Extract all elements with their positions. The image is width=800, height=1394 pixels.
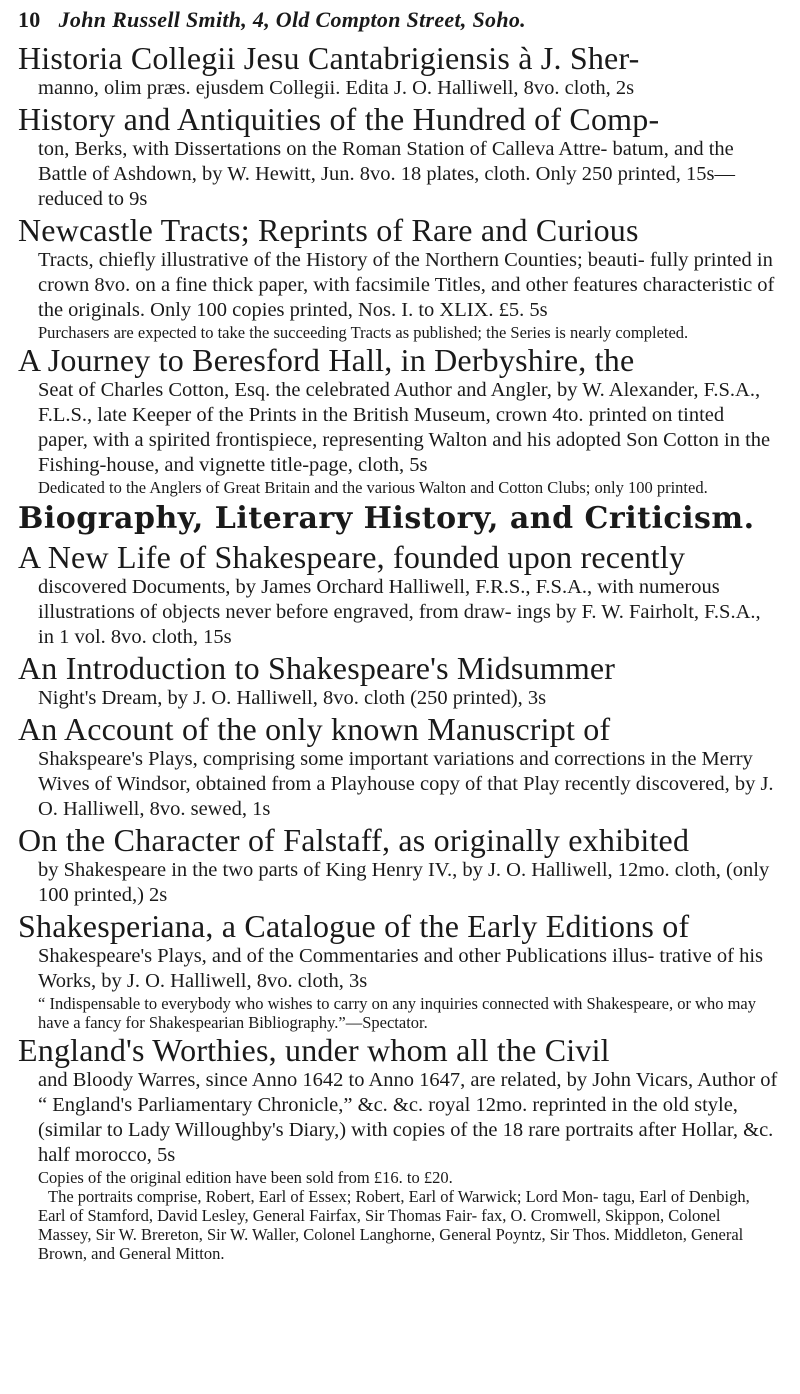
entry-body: and Bloody Warres, since Anno 1642 to Anno 1647, are related, by John Vicars, Author of “ England's Parliamentary Chronicle,” &c. &c. royal 12mo. reprinted in the old style, (similar to Lady Willoughby's Diary,) with copies of the 18 rare portraits after Hollar, &c. half morocco, 5s [38, 1069, 778, 1166]
entry-newcastle-tracts [18, 212, 778, 342]
entry-body: ton, Berks, with Dissertations on the Roman Station of Calleva Attre- batum, and the Battle of Ashdown, by W. Hewitt, Jun. 8vo. 18 plates, cloth. Only 250 printed, 15s—reduced to 9s [38, 138, 735, 210]
entry-note: Dedicated to the Anglers of Great Britain and the various Walton and Cotton Clubs; only 100 printed. [38, 478, 708, 497]
entry-body: Shakespeare's Plays, and of the Commentaries and other Publications illus- trative of his Works, by J. O. Halliwell, 8vo. cloth, 3s [38, 945, 764, 992]
entry-body: Night's Dream, by J. O. Halliwell, 8vo. cloth (250 printed), 3s [38, 687, 547, 709]
entry-new-life-shakespeare [18, 539, 778, 650]
page-header [18, 0, 778, 40]
entry-beresford-hall [18, 342, 778, 497]
entry-midsummer-intro [18, 650, 778, 711]
entry-note: Copies of the original edition have been sold from £16. to £20. [38, 1168, 453, 1187]
entry-note-portraits: The portraits comprise, Robert, Earl of Essex; Robert, Earl of Warwick; Lord Mon- tagu, Earl of Denbigh, Earl of Stamford, David Lesley, General Fairfax, Sir Thomas Fair- fax, O. Cromwell, Skippon, Colonel Massey, Sir W. Brereton, Sir W. Waller, Colonel Langhorne, General Poyntz, Sir Thos. Middleton, General Brown, and General Mitton. [38, 1187, 750, 1263]
entry-title: Newcastle Tracts; Reprints of Rare and Curious [18, 212, 639, 248]
entry-title: An Account of the only known Manuscript of [18, 711, 611, 747]
entry-historia-collegii [18, 40, 778, 101]
entry-manuscript-account [18, 711, 778, 822]
entry-title: History and Antiquities of the Hundred of Comp- [18, 101, 660, 137]
entry-title: On the Character of Falstaff, as originally exhibited [18, 822, 690, 858]
entry-title: England's Worthies, under whom all the Civil [18, 1032, 610, 1068]
entry-body: Seat of Charles Cotton, Esq. the celebrated Author and Angler, by W. Alexander, F.S.A., F.L.S., late Keeper of the Prints in the British Museum, crown 4to. printed on tinted paper, with a spirited frontispiece, representing Walton and his adopted Son Cotton in the Fishing-house, and vignette title-page, cloth, 5s [38, 379, 771, 476]
entry-title: An Introduction to Shakespeare's Midsummer [18, 650, 616, 686]
entry-body: manno, olim præs. ejusdem Collegii. Edita J. O. Halliwell, 8vo. cloth, 2s [38, 77, 635, 99]
entry-body: Shakspeare's Plays, comprising some important variations and corrections in the Merry Wives of Windsor, obtained from a Playhouse copy of that Play recently discovered, by J. O. Halliwell, 8vo. sewed, 1s [38, 748, 774, 820]
publisher-line: John Russell Smith, 4, Old Compton Street, Soho. [58, 7, 526, 32]
entry-falstaff [18, 822, 778, 908]
entry-title: Historia Collegii Jesu Cantabrigiensis à J. Sher- [18, 40, 640, 76]
entry-note: “ Indispensable to everybody who wishes to carry on any inquiries connected with Shakespeare, or who may have a fancy for Shakespearian Bibliography.”—Spectator. [38, 994, 757, 1032]
entry-englands-worthies [18, 1032, 778, 1263]
entry-title: A New Life of Shakespeare, founded upon recently [18, 539, 686, 575]
entry-note: Purchasers are expected to take the succeeding Tracts as published; the Series is nearly completed. [38, 323, 689, 342]
page-number: 10 [18, 7, 41, 32]
entry-body: discovered Documents, by James Orchard Halliwell, F.R.S., F.S.A., with numerous illustrations of objects never before engraved, from draw- ings by F. W. Fairholt, F.S.A., in 1 vol. 8vo. cloth, 15s [38, 576, 761, 648]
entry-body: Tracts, chiefly illustrative of the History of the Northern Counties; beauti- fully printed in crown 8vo. on a fine thick paper, with facsimile Titles, and other features characteristic of the originals. Only 100 copies printed, Nos. I. to XLIX. £5. 5s [38, 249, 775, 321]
entry-hundred-of-compton [18, 101, 778, 212]
entry-shakesperiana [18, 908, 778, 1032]
section-heading: Biography, Literary History, and Criticism. [18, 501, 755, 536]
entry-body: by Shakespeare in the two parts of King Henry IV., by J. O. Halliwell, 12mo. cloth, (only 100 printed,) 2s [38, 859, 770, 906]
entry-title: A Journey to Beresford Hall, in Derbyshire, the [18, 342, 635, 378]
entry-title: Shakesperiana, a Catalogue of the Early Editions of [18, 908, 690, 944]
